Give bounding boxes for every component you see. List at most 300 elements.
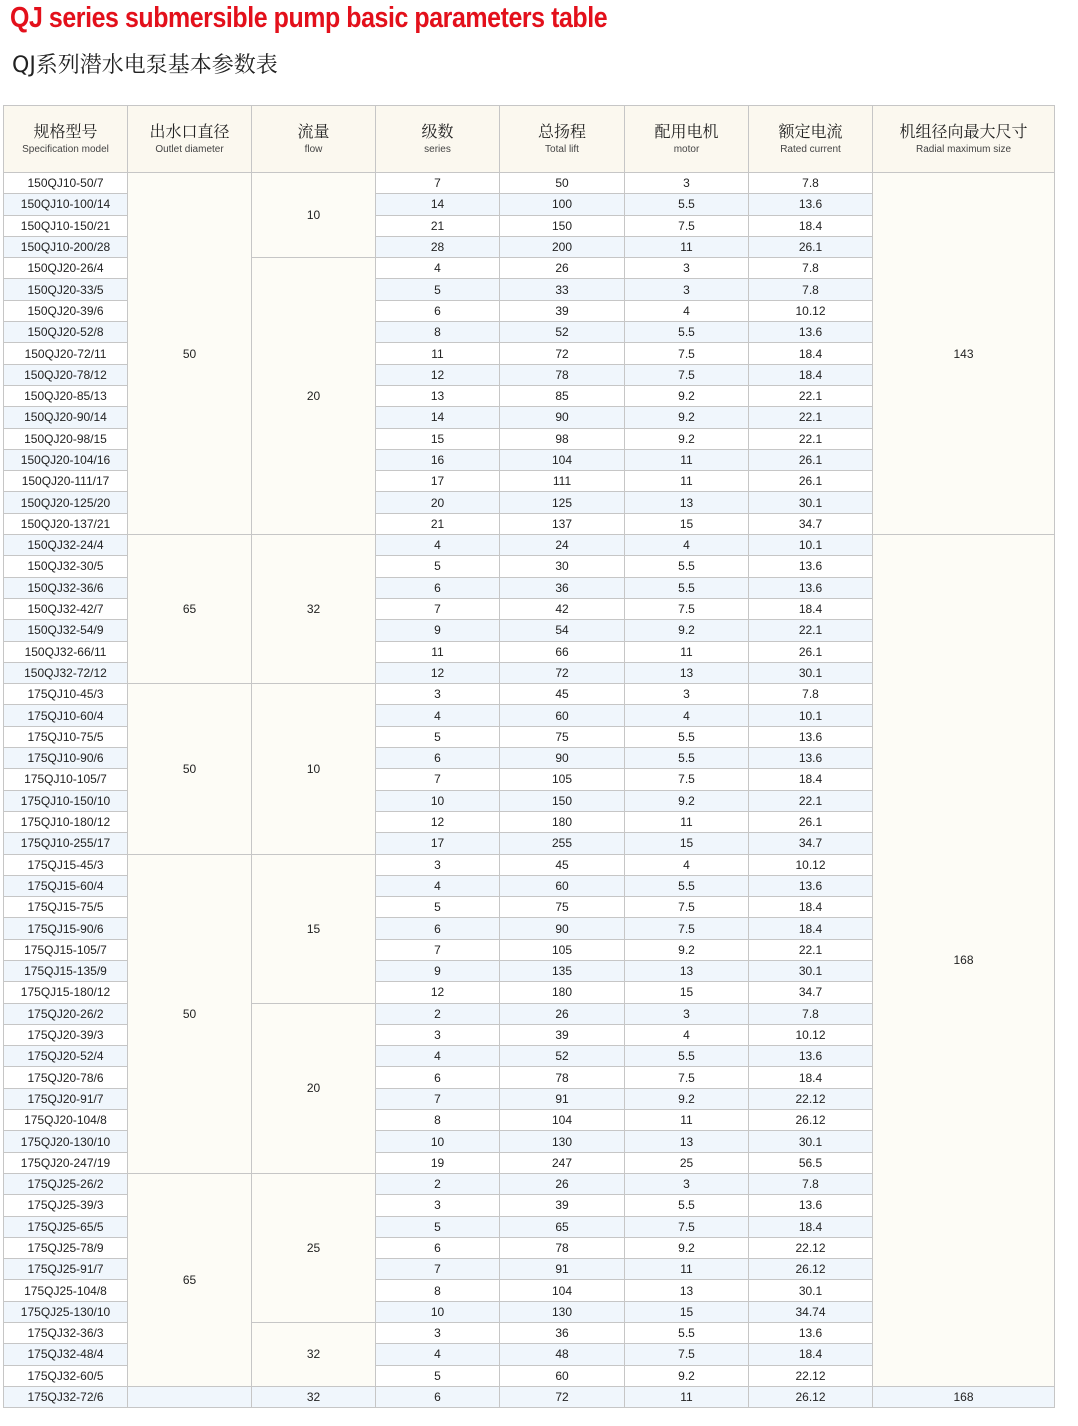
- total-lift-cell: 24: [500, 535, 625, 556]
- model-cell: 175QJ15-180/12: [4, 982, 128, 1003]
- rated-current-cell: 34.7: [749, 833, 873, 854]
- model-cell: 175QJ25-39/3: [4, 1195, 128, 1216]
- model-cell: 150QJ20-98/15: [4, 428, 128, 449]
- column-header: [873, 106, 1055, 173]
- series-cell: 5: [376, 897, 500, 918]
- series-cell: 7: [376, 598, 500, 619]
- series-cell: 5: [376, 1216, 500, 1237]
- outlet-diameter-cell: 65: [128, 535, 252, 684]
- parameters-table: [3, 105, 1055, 1408]
- rated-current-cell: 18.4: [749, 1067, 873, 1088]
- total-lift-cell: 91: [500, 1259, 625, 1280]
- rated-current-cell: 22.1: [749, 620, 873, 641]
- rated-current-cell: 22.1: [749, 407, 873, 428]
- motor-cell: 3: [625, 684, 749, 705]
- series-cell: 11: [376, 343, 500, 364]
- rated-current-cell: 13.6: [749, 875, 873, 896]
- series-cell: 6: [376, 300, 500, 321]
- rated-current-cell: 13.6: [749, 556, 873, 577]
- series-cell: 3: [376, 1195, 500, 1216]
- column-header-en: Rated current: [780, 144, 841, 155]
- column-header-en: flow: [304, 144, 323, 155]
- model-cell: 175QJ15-75/5: [4, 897, 128, 918]
- motor-cell: 9.2: [625, 620, 749, 641]
- total-lift-cell: 60: [500, 705, 625, 726]
- rated-current-cell: 18.4: [749, 598, 873, 619]
- model-cell: 175QJ10-60/4: [4, 705, 128, 726]
- model-cell: 150QJ32-36/6: [4, 577, 128, 598]
- total-lift-cell: 36: [500, 1323, 625, 1344]
- series-cell: 5: [376, 556, 500, 577]
- total-lift-cell: 48: [500, 1344, 625, 1365]
- total-lift-cell: 105: [500, 939, 625, 960]
- model-cell: 175QJ10-105/7: [4, 769, 128, 790]
- model-cell: 175QJ15-45/3: [4, 854, 128, 875]
- rated-current-cell: 34.74: [749, 1301, 873, 1322]
- total-lift-cell: 180: [500, 982, 625, 1003]
- motor-cell: 4: [625, 854, 749, 875]
- total-lift-cell: 255: [500, 833, 625, 854]
- model-cell: 150QJ20-26/4: [4, 258, 128, 279]
- motor-cell: 5.5: [625, 577, 749, 598]
- rated-current-cell: 18.4: [749, 1344, 873, 1365]
- total-lift-cell: 75: [500, 726, 625, 747]
- motor-cell: 4: [625, 705, 749, 726]
- model-cell: 175QJ15-90/6: [4, 918, 128, 939]
- column-header-cn: 总扬程: [537, 122, 586, 141]
- rated-current-cell: 18.4: [749, 343, 873, 364]
- rated-current-cell: 26.1: [749, 449, 873, 470]
- total-lift-cell: 150: [500, 790, 625, 811]
- model-cell: 175QJ20-130/10: [4, 1131, 128, 1152]
- motor-cell: 5.5: [625, 875, 749, 896]
- model-cell: 150QJ32-66/11: [4, 641, 128, 662]
- total-lift-cell: 105: [500, 769, 625, 790]
- rated-current-cell: 26.12: [749, 1386, 873, 1407]
- total-lift-cell: 26: [500, 1173, 625, 1194]
- series-cell: 7: [376, 173, 500, 194]
- total-lift-cell: 125: [500, 492, 625, 513]
- total-lift-cell: 180: [500, 811, 625, 832]
- series-cell: 4: [376, 535, 500, 556]
- series-cell: 10: [376, 790, 500, 811]
- model-cell: 150QJ20-104/16: [4, 449, 128, 470]
- model-cell: 150QJ32-54/9: [4, 620, 128, 641]
- series-cell: 13: [376, 385, 500, 406]
- motor-cell: 11: [625, 1110, 749, 1131]
- series-cell: 12: [376, 811, 500, 832]
- motor-cell: 7.5: [625, 364, 749, 385]
- rated-current-cell: 26.1: [749, 236, 873, 257]
- outlet-diameter-cell: 50: [128, 173, 252, 535]
- total-lift-cell: 65: [500, 1216, 625, 1237]
- flow-cell: 20: [252, 258, 376, 535]
- total-lift-cell: 45: [500, 854, 625, 875]
- series-cell: 21: [376, 215, 500, 236]
- series-cell: 17: [376, 833, 500, 854]
- total-lift-cell: 247: [500, 1152, 625, 1173]
- series-cell: 4: [376, 1344, 500, 1365]
- model-cell: 150QJ32-24/4: [4, 535, 128, 556]
- rated-current-cell: 18.4: [749, 918, 873, 939]
- total-lift-cell: 60: [500, 875, 625, 896]
- motor-cell: 11: [625, 811, 749, 832]
- column-header: [4, 106, 128, 173]
- column-header: [252, 106, 376, 173]
- total-lift-cell: 50: [500, 173, 625, 194]
- model-cell: 175QJ32-72/6: [4, 1386, 128, 1407]
- model-cell: 150QJ10-150/21: [4, 215, 128, 236]
- radial-size-cell: 143: [873, 173, 1055, 535]
- series-cell: 6: [376, 1237, 500, 1258]
- flow-cell: 32: [252, 535, 376, 684]
- motor-cell: 13: [625, 492, 749, 513]
- motor-cell: 11: [625, 1386, 749, 1407]
- model-cell: 175QJ10-255/17: [4, 833, 128, 854]
- column-header: [625, 106, 749, 173]
- model-cell: 175QJ20-26/2: [4, 1003, 128, 1024]
- series-cell: 3: [376, 854, 500, 875]
- motor-cell: 15: [625, 1301, 749, 1322]
- series-cell: 6: [376, 577, 500, 598]
- motor-cell: 11: [625, 471, 749, 492]
- model-cell: 150QJ20-111/17: [4, 471, 128, 492]
- total-lift-cell: 137: [500, 513, 625, 534]
- model-cell: 175QJ10-45/3: [4, 684, 128, 705]
- motor-cell: 7.5: [625, 769, 749, 790]
- series-cell: 15: [376, 428, 500, 449]
- motor-cell: 5.5: [625, 1195, 749, 1216]
- rated-current-cell: 22.1: [749, 428, 873, 449]
- radial-size-cell: 168: [873, 535, 1055, 1387]
- series-cell: 3: [376, 1323, 500, 1344]
- total-lift-cell: 130: [500, 1131, 625, 1152]
- model-cell: 175QJ20-39/3: [4, 1024, 128, 1045]
- series-cell: 11: [376, 641, 500, 662]
- flow-cell: 32: [252, 1386, 376, 1407]
- total-lift-cell: 36: [500, 577, 625, 598]
- motor-cell: 9.2: [625, 1365, 749, 1386]
- model-cell: 150QJ10-200/28: [4, 236, 128, 257]
- rated-current-cell: 13.6: [749, 748, 873, 769]
- total-lift-cell: 52: [500, 1046, 625, 1067]
- page-title-chinese: QJ系列潜水电泵基本参数表: [12, 53, 278, 78]
- series-cell: 28: [376, 236, 500, 257]
- motor-cell: 4: [625, 300, 749, 321]
- series-cell: 3: [376, 1024, 500, 1045]
- rated-current-cell: 7.8: [749, 1173, 873, 1194]
- motor-cell: 5.5: [625, 748, 749, 769]
- model-cell: 175QJ20-52/4: [4, 1046, 128, 1067]
- flow-cell: 32: [252, 1323, 376, 1387]
- model-cell: 175QJ25-130/10: [4, 1301, 128, 1322]
- motor-cell: 7.5: [625, 215, 749, 236]
- header-row: [4, 106, 1055, 173]
- rated-current-cell: 18.4: [749, 215, 873, 236]
- motor-cell: 11: [625, 236, 749, 257]
- total-lift-cell: 26: [500, 1003, 625, 1024]
- motor-cell: 9.2: [625, 1237, 749, 1258]
- series-cell: 2: [376, 1173, 500, 1194]
- column-header-en: series: [424, 144, 451, 155]
- motor-cell: 5.5: [625, 1046, 749, 1067]
- model-cell: 175QJ15-60/4: [4, 875, 128, 896]
- series-cell: 4: [376, 258, 500, 279]
- model-cell: 175QJ25-78/9: [4, 1237, 128, 1258]
- series-cell: 9: [376, 960, 500, 981]
- model-cell: 175QJ32-36/3: [4, 1323, 128, 1344]
- model-cell: 175QJ10-150/10: [4, 790, 128, 811]
- column-header-cn: 级数: [421, 122, 454, 141]
- motor-cell: 15: [625, 513, 749, 534]
- rated-current-cell: 7.8: [749, 1003, 873, 1024]
- series-cell: 6: [376, 1386, 500, 1407]
- rated-current-cell: 30.1: [749, 1131, 873, 1152]
- total-lift-cell: 75: [500, 897, 625, 918]
- series-cell: 19: [376, 1152, 500, 1173]
- total-lift-cell: 130: [500, 1301, 625, 1322]
- motor-cell: 9.2: [625, 1088, 749, 1109]
- rated-current-cell: 26.12: [749, 1259, 873, 1280]
- column-header-en: Radial maximum size: [915, 144, 1012, 155]
- series-cell: 12: [376, 982, 500, 1003]
- motor-cell: 4: [625, 1024, 749, 1045]
- model-cell: 175QJ25-65/5: [4, 1216, 128, 1237]
- series-cell: 5: [376, 279, 500, 300]
- total-lift-cell: 90: [500, 748, 625, 769]
- series-cell: 21: [376, 513, 500, 534]
- rated-current-cell: 30.1: [749, 662, 873, 683]
- rated-current-cell: 18.4: [749, 769, 873, 790]
- column-header: [500, 106, 625, 173]
- model-cell: 175QJ10-75/5: [4, 726, 128, 747]
- series-cell: 8: [376, 1280, 500, 1301]
- series-cell: 10: [376, 1301, 500, 1322]
- motor-cell: 3: [625, 1173, 749, 1194]
- model-cell: 150QJ20-78/12: [4, 364, 128, 385]
- series-cell: 2: [376, 1003, 500, 1024]
- rated-current-cell: 18.4: [749, 897, 873, 918]
- rated-current-cell: 22.1: [749, 385, 873, 406]
- motor-cell: 7.5: [625, 897, 749, 918]
- motor-cell: 11: [625, 641, 749, 662]
- motor-cell: 13: [625, 960, 749, 981]
- series-cell: 5: [376, 1365, 500, 1386]
- total-lift-cell: 72: [500, 1386, 625, 1407]
- outlet-diameter-cell: 50: [128, 854, 252, 1173]
- series-cell: 17: [376, 471, 500, 492]
- column-header-cn: 额定电流: [778, 122, 843, 141]
- series-cell: 4: [376, 1046, 500, 1067]
- column-header-cn: 机组径向最大尺寸: [899, 122, 1028, 141]
- rated-current-cell: 7.8: [749, 684, 873, 705]
- motor-cell: 7.5: [625, 1344, 749, 1365]
- motor-cell: 9.2: [625, 407, 749, 428]
- column-header: [376, 106, 500, 173]
- column-header-cn: 规格型号: [33, 122, 98, 141]
- model-cell: 175QJ32-60/5: [4, 1365, 128, 1386]
- total-lift-cell: 72: [500, 662, 625, 683]
- motor-cell: 7.5: [625, 1216, 749, 1237]
- rated-current-cell: 18.4: [749, 364, 873, 385]
- total-lift-cell: 100: [500, 194, 625, 215]
- motor-cell: 3: [625, 258, 749, 279]
- motor-cell: 25: [625, 1152, 749, 1173]
- motor-cell: 4: [625, 535, 749, 556]
- motor-cell: 3: [625, 279, 749, 300]
- table-row: [4, 1386, 1055, 1407]
- motor-cell: 13: [625, 662, 749, 683]
- motor-cell: 3: [625, 1003, 749, 1024]
- column-header-en: Outlet diameter: [155, 144, 224, 155]
- total-lift-cell: 104: [500, 1280, 625, 1301]
- model-cell: 175QJ25-91/7: [4, 1259, 128, 1280]
- total-lift-cell: 90: [500, 407, 625, 428]
- table-body: [4, 173, 1055, 1408]
- motor-cell: 7.5: [625, 1067, 749, 1088]
- model-cell: 175QJ15-135/9: [4, 960, 128, 981]
- total-lift-cell: 39: [500, 1195, 625, 1216]
- table-row: [4, 535, 1055, 556]
- model-cell: 175QJ25-26/2: [4, 1173, 128, 1194]
- series-cell: 20: [376, 492, 500, 513]
- total-lift-cell: 39: [500, 300, 625, 321]
- rated-current-cell: 26.1: [749, 471, 873, 492]
- column-header-en: Specification model: [22, 144, 109, 155]
- total-lift-cell: 66: [500, 641, 625, 662]
- motor-cell: 11: [625, 449, 749, 470]
- flow-cell: 15: [252, 854, 376, 1003]
- total-lift-cell: 30: [500, 556, 625, 577]
- rated-current-cell: 30.1: [749, 960, 873, 981]
- motor-cell: 7.5: [625, 343, 749, 364]
- rated-current-cell: 10.12: [749, 854, 873, 875]
- motor-cell: 9.2: [625, 790, 749, 811]
- series-cell: 8: [376, 1110, 500, 1131]
- total-lift-cell: 78: [500, 364, 625, 385]
- motor-cell: 7.5: [625, 918, 749, 939]
- series-cell: 4: [376, 875, 500, 896]
- motor-cell: 5.5: [625, 726, 749, 747]
- model-cell: 150QJ20-137/21: [4, 513, 128, 534]
- radial-size-cell: 168: [873, 1386, 1055, 1407]
- total-lift-cell: 33: [500, 279, 625, 300]
- rated-current-cell: 22.12: [749, 1237, 873, 1258]
- rated-current-cell: 13.6: [749, 194, 873, 215]
- model-cell: 150QJ10-100/14: [4, 194, 128, 215]
- rated-current-cell: 7.8: [749, 258, 873, 279]
- motor-cell: 13: [625, 1131, 749, 1152]
- total-lift-cell: 72: [500, 343, 625, 364]
- series-cell: 8: [376, 322, 500, 343]
- motor-cell: 5.5: [625, 1323, 749, 1344]
- series-cell: 9: [376, 620, 500, 641]
- total-lift-cell: 200: [500, 236, 625, 257]
- rated-current-cell: 13.6: [749, 726, 873, 747]
- total-lift-cell: 98: [500, 428, 625, 449]
- total-lift-cell: 90: [500, 918, 625, 939]
- model-cell: 150QJ20-72/11: [4, 343, 128, 364]
- series-cell: 14: [376, 194, 500, 215]
- motor-cell: 5.5: [625, 556, 749, 577]
- rated-current-cell: 22.1: [749, 790, 873, 811]
- rated-current-cell: 18.4: [749, 1216, 873, 1237]
- total-lift-cell: 26: [500, 258, 625, 279]
- rated-current-cell: 13.6: [749, 322, 873, 343]
- flow-cell: 20: [252, 1003, 376, 1173]
- table-row: [4, 173, 1055, 194]
- total-lift-cell: 52: [500, 322, 625, 343]
- rated-current-cell: 10.12: [749, 300, 873, 321]
- series-cell: 6: [376, 748, 500, 769]
- model-cell: 150QJ20-90/14: [4, 407, 128, 428]
- model-cell: 150QJ20-85/13: [4, 385, 128, 406]
- rated-current-cell: 7.8: [749, 173, 873, 194]
- model-cell: 150QJ20-39/6: [4, 300, 128, 321]
- series-cell: 4: [376, 705, 500, 726]
- motor-cell: 5.5: [625, 194, 749, 215]
- model-cell: 150QJ10-50/7: [4, 173, 128, 194]
- model-cell: 175QJ10-90/6: [4, 748, 128, 769]
- model-cell: 150QJ32-30/5: [4, 556, 128, 577]
- rated-current-cell: 22.12: [749, 1365, 873, 1386]
- column-header-cn: 配用电机: [654, 122, 719, 141]
- series-cell: 12: [376, 662, 500, 683]
- total-lift-cell: 111: [500, 471, 625, 492]
- column-header-cn: 流量: [297, 122, 330, 141]
- outlet-diameter-cell: 65: [128, 1173, 252, 1386]
- column-header-cn: 出水口直径: [149, 122, 230, 141]
- total-lift-cell: 39: [500, 1024, 625, 1045]
- series-cell: 6: [376, 1067, 500, 1088]
- rated-current-cell: 7.8: [749, 279, 873, 300]
- series-cell: 7: [376, 769, 500, 790]
- rated-current-cell: 10.1: [749, 705, 873, 726]
- rated-current-cell: 56.5: [749, 1152, 873, 1173]
- model-cell: 150QJ20-125/20: [4, 492, 128, 513]
- rated-current-cell: 22.1: [749, 939, 873, 960]
- series-cell: 10: [376, 1131, 500, 1152]
- motor-cell: 11: [625, 1259, 749, 1280]
- model-cell: 175QJ20-78/6: [4, 1067, 128, 1088]
- model-cell: 150QJ20-52/8: [4, 322, 128, 343]
- series-cell: 5: [376, 726, 500, 747]
- motor-cell: 13: [625, 1280, 749, 1301]
- model-cell: 175QJ20-247/19: [4, 1152, 128, 1173]
- model-cell: 175QJ20-104/8: [4, 1110, 128, 1131]
- rated-current-cell: 34.7: [749, 982, 873, 1003]
- total-lift-cell: 54: [500, 620, 625, 641]
- total-lift-cell: 45: [500, 684, 625, 705]
- rated-current-cell: 13.6: [749, 1195, 873, 1216]
- flow-cell: 10: [252, 684, 376, 854]
- rated-current-cell: 13.6: [749, 1323, 873, 1344]
- motor-cell: 9.2: [625, 428, 749, 449]
- column-header: [749, 106, 873, 173]
- motor-cell: 5.5: [625, 322, 749, 343]
- rated-current-cell: 34.7: [749, 513, 873, 534]
- series-cell: 6: [376, 918, 500, 939]
- rated-current-cell: 10.1: [749, 535, 873, 556]
- rated-current-cell: 30.1: [749, 1280, 873, 1301]
- model-cell: 175QJ10-180/12: [4, 811, 128, 832]
- column-header: [128, 106, 252, 173]
- flow-cell: 25: [252, 1173, 376, 1322]
- series-cell: 12: [376, 364, 500, 385]
- total-lift-cell: 150: [500, 215, 625, 236]
- rated-current-cell: 26.12: [749, 1110, 873, 1131]
- column-header-en: motor: [673, 144, 700, 155]
